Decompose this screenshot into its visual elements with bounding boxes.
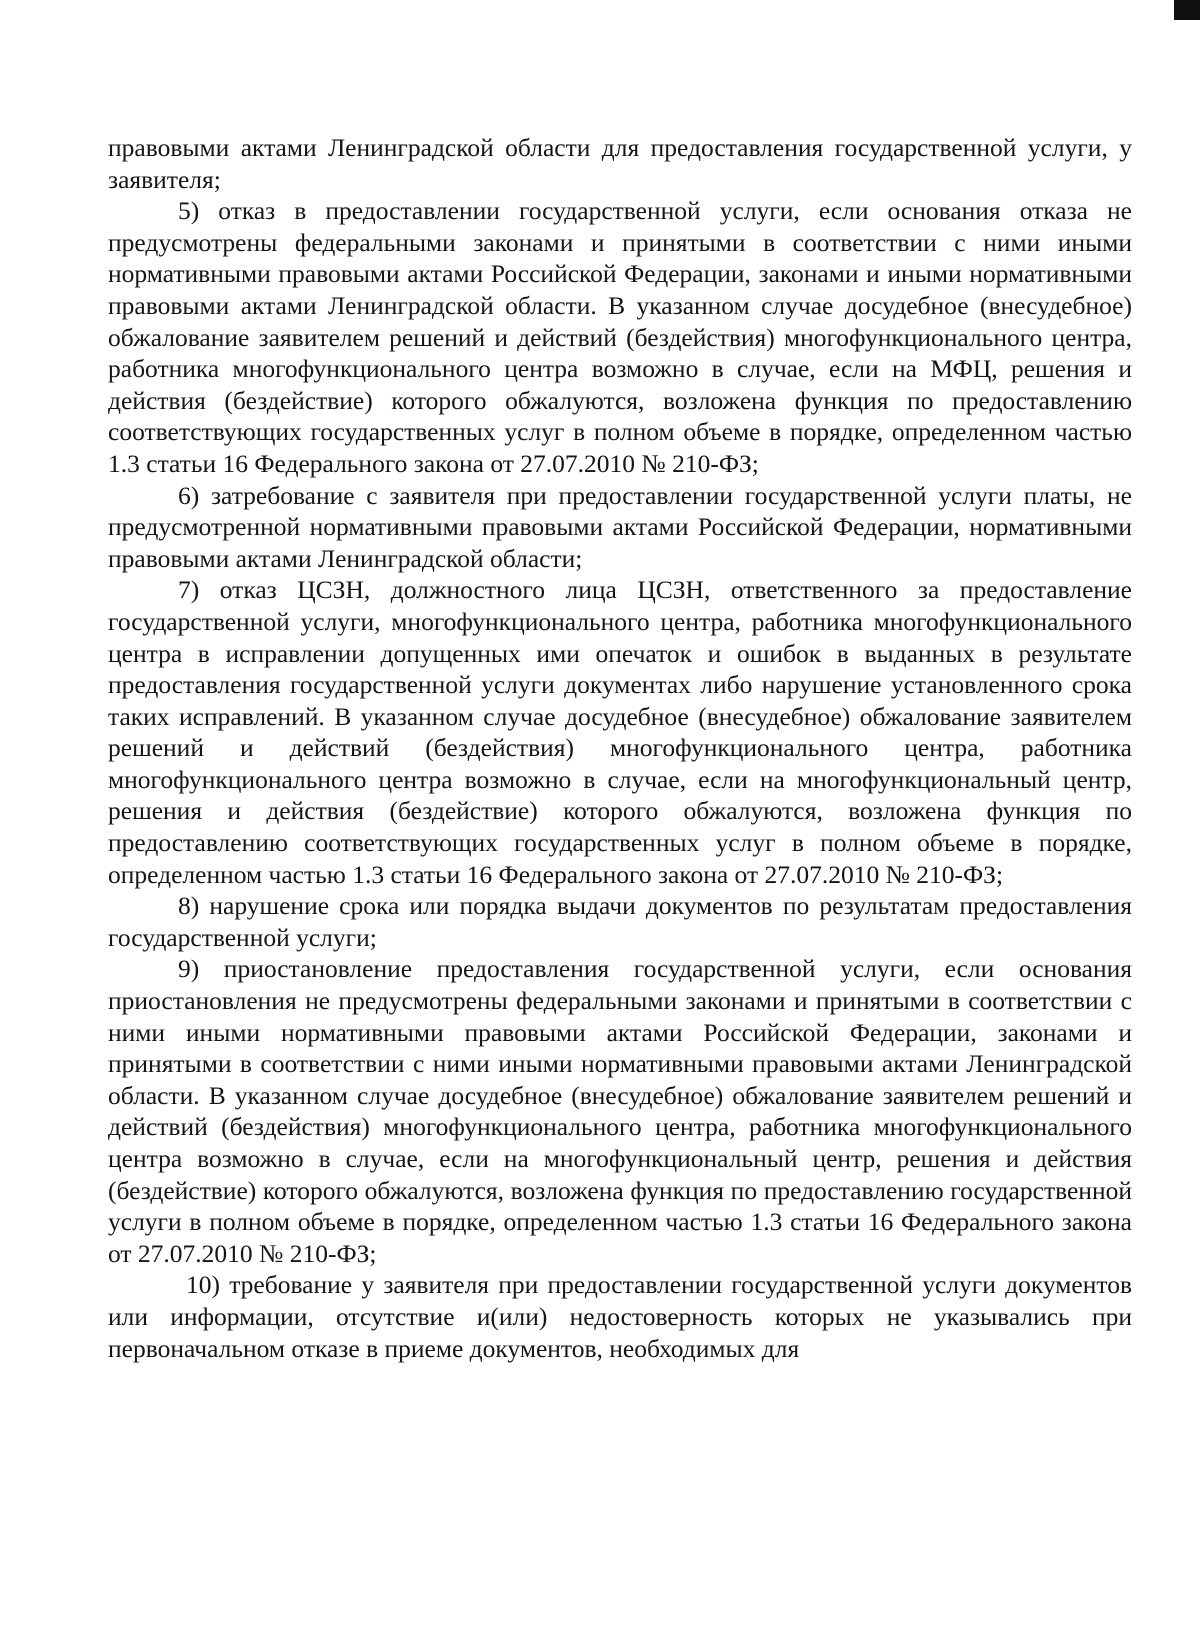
paragraph-item-7: 7) отказ ЦСЗН, должностного лица ЦСЗН, ответственного за предоставление государственной услуги, многофункционального центра, работника многофункционального центра в исправлении допущенных ими опечаток и ошибок в выданных в результате предоставления государственной услуги документах либо нарушение установленного срока таких исправлений. В указанном случае досудебное (внесудебное) обжалование заявителем решений и действий (бездействия) многофункционального центра, работника многофункционального центра возможно в случае, если на многофункциональный центр, решения и действия (бездействие) которого обжалуются, возложена функция по предоставлению соответствующих государственных услуг в полном объеме в порядке, определенном частью 1.3 статьи 16 Федерального закона от 27.07.2010 № 210-ФЗ;	[108, 575, 1132, 889]
paragraph-item-5: 5) отказ в предоставлении государственной услуги, если основания отказа не предусмотрены федеральными законами и принятыми в соответствии с ними иными нормативными правовыми актами Российской Федерации, законами и иными нормативными правовыми актами Ленинградской области. В указанном случае досудебное (внесудебное) обжалование заявителем решений и действий (бездействия) многофункционального центра, работника многофункционального центра возможно в случае, если на МФЦ, решения и действия (бездействие) которого обжалуются, возложена функция по предоставлению соответствующих государственных услуг в полном объеме в порядке, определенном частью 1.3 статьи 16 Федерального закона от 27.07.2010 № 210-ФЗ;	[108, 196, 1132, 478]
scan-edge-mark	[1174, 0, 1200, 20]
document-body	[108, 132, 1132, 1364]
paragraph-continuation: правовыми актами Ленинградской области для предоставления государственной услуги, у заявителя;	[108, 133, 1132, 194]
paragraph-item-6: 6) затребование с заявителя при предоставлении государственной услуги платы, не предусмотренной нормативными правовыми актами Российской Федерации, нормативными правовыми актами Ленинградской области;	[108, 480, 1132, 573]
paragraph-item-9: 9) приостановление предоставления государственной услуги, если основания приостановления не предусмотрены федеральными законами и принятыми в соответствии с ними иными нормативными правовыми актами Российской Федерации, законами и принятыми в соответствии с ними иными нормативными правовыми актами Ленинградской области. В указанном случае досудебное (внесудебное) обжалование заявителем решений и действий (бездействия) многофункционального центра, работника многофункционального центра возможно в случае, если на многофункциональный центр, решения и действия (бездействие) которого обжалуются, возложена функция по предоставлению государственной услуги в полном объеме в порядке, определенном частью 1.3 статьи 16 Федерального закона от 27.07.2010 № 210-ФЗ;	[108, 954, 1132, 1268]
paragraph-item-10: 10) требование у заявителя при предоставлении государственной услуги документов или информации, отсутствие и(или) недостоверность которых не указывались при первоначальном отказе в приеме документов, необходимых для	[108, 1270, 1132, 1363]
paragraph-item-8: 8) нарушение срока или порядка выдачи документов по результатам предоставления государственной услуги;	[108, 891, 1132, 952]
